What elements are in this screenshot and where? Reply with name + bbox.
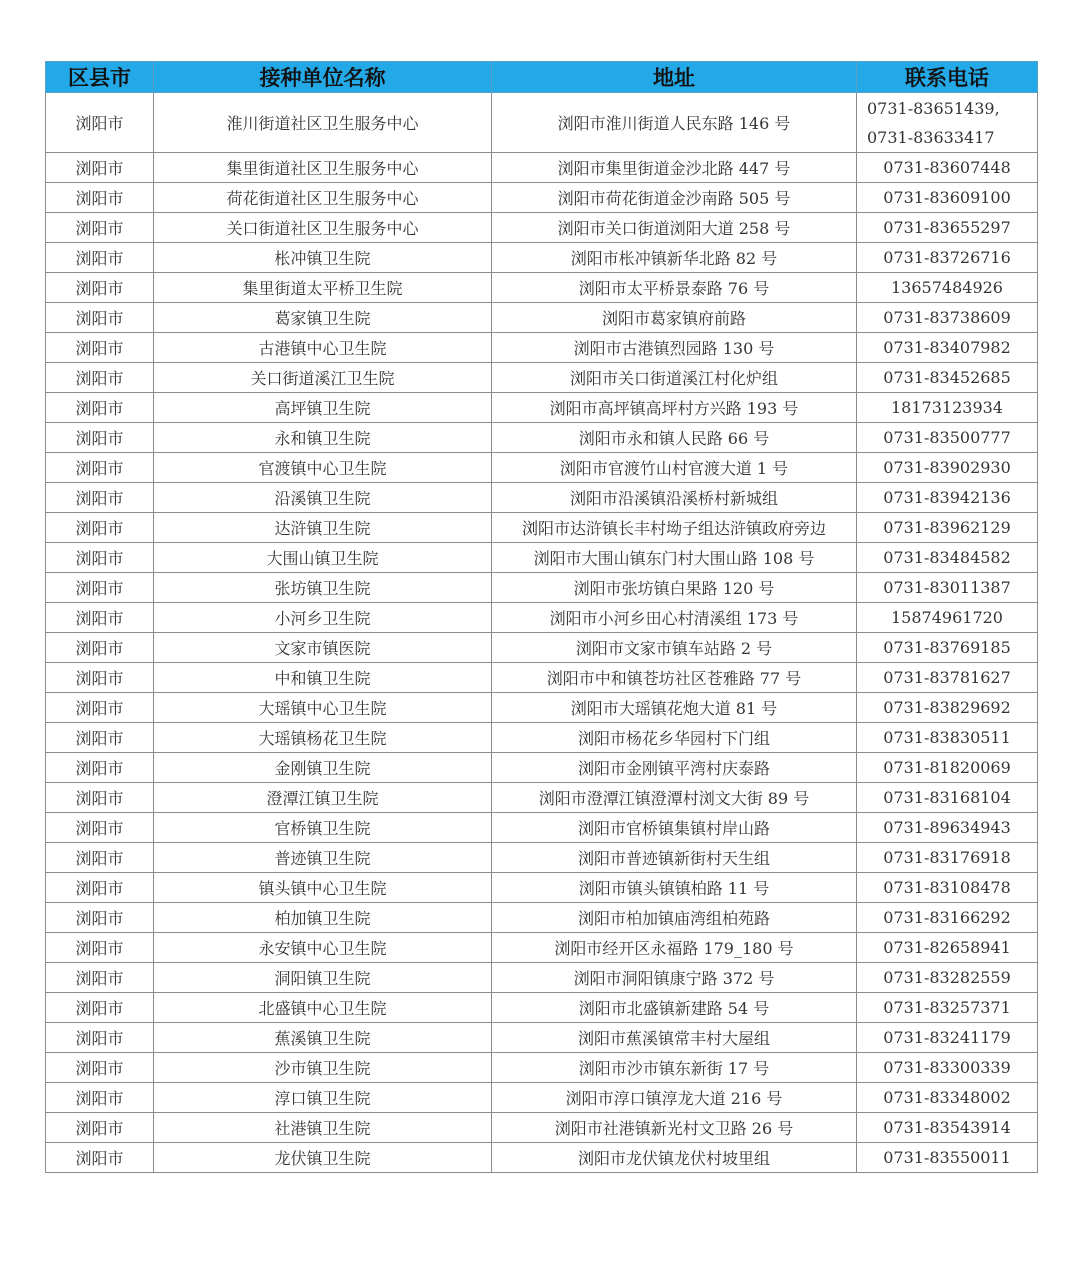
cell-county: 浏阳市 <box>46 783 154 813</box>
cell-unit-name: 普迹镇卫生院 <box>154 843 492 873</box>
table-row <box>46 963 1038 993</box>
cell-phone: 0731-82658941 <box>857 933 1038 963</box>
header-row <box>46 62 1038 93</box>
cell-unit-name: 镇头镇中心卫生院 <box>154 873 492 903</box>
cell-unit-name: 葛家镇卫生院 <box>154 303 492 333</box>
cell-address: 浏阳市蕉溪镇常丰村大屋组 <box>492 1023 857 1053</box>
phone-number: 0731-83651439, <box>867 98 1000 118</box>
table-row <box>46 813 1038 843</box>
table-row <box>46 183 1038 213</box>
cell-address: 浏阳市中和镇苍坊社区苍雅路 77 号 <box>492 663 857 693</box>
cell-county: 浏阳市 <box>46 423 154 453</box>
table-row <box>46 663 1038 693</box>
cell-address: 浏阳市杨花乡华园村下门组 <box>492 723 857 753</box>
vaccination-sites-table <box>45 61 1038 1173</box>
cell-unit-name: 古港镇中心卫生院 <box>154 333 492 363</box>
cell-unit-name: 龙伏镇卫生院 <box>154 1143 492 1173</box>
cell-county: 浏阳市 <box>46 843 154 873</box>
header-phone: 联系电话 <box>857 62 1038 93</box>
cell-phone: 0731-83655297 <box>857 213 1038 243</box>
cell-county: 浏阳市 <box>46 573 154 603</box>
cell-unit-name: 柏加镇卫生院 <box>154 903 492 933</box>
header-address: 地址 <box>492 62 857 93</box>
cell-county: 浏阳市 <box>46 753 154 783</box>
cell-county: 浏阳市 <box>46 393 154 423</box>
cell-county: 浏阳市 <box>46 963 154 993</box>
cell-address: 浏阳市葛家镇府前路 <box>492 303 857 333</box>
table-row <box>46 363 1038 393</box>
cell-phone: 0731-83942136 <box>857 483 1038 513</box>
table-body <box>46 93 1038 1173</box>
cell-county: 浏阳市 <box>46 633 154 663</box>
cell-county: 浏阳市 <box>46 813 154 843</box>
cell-address: 浏阳市小河乡田心村清溪组 173 号 <box>492 603 857 633</box>
cell-phone: 0731-83166292 <box>857 903 1038 933</box>
table-row <box>46 153 1038 183</box>
cell-address: 浏阳市关口街道浏阳大道 258 号 <box>492 213 857 243</box>
cell-county: 浏阳市 <box>46 1113 154 1143</box>
cell-unit-name: 集里街道太平桥卫生院 <box>154 273 492 303</box>
cell-phone: 0731-83108478 <box>857 873 1038 903</box>
cell-unit-name: 小河乡卫生院 <box>154 603 492 633</box>
cell-unit-name: 淳口镇卫生院 <box>154 1083 492 1113</box>
cell-unit-name: 社港镇卫生院 <box>154 1113 492 1143</box>
cell-address: 浏阳市沿溪镇沿溪桥村新城组 <box>492 483 857 513</box>
table-row <box>46 1113 1038 1143</box>
table-row <box>46 1083 1038 1113</box>
table-row <box>46 423 1038 453</box>
cell-phone: 0731-83726716 <box>857 243 1038 273</box>
table-row <box>46 453 1038 483</box>
table-row <box>46 903 1038 933</box>
cell-county: 浏阳市 <box>46 273 154 303</box>
cell-unit-name: 金刚镇卫生院 <box>154 753 492 783</box>
cell-unit-name: 大瑶镇杨花卫生院 <box>154 723 492 753</box>
cell-phone: 0731-83609100 <box>857 183 1038 213</box>
cell-phone: 0731-83300339 <box>857 1053 1038 1083</box>
cell-unit-name: 蕉溪镇卫生院 <box>154 1023 492 1053</box>
cell-address: 浏阳市官桥镇集镇村岸山路 <box>492 813 857 843</box>
cell-county: 浏阳市 <box>46 1143 154 1173</box>
cell-unit-name: 淮川街道社区卫生服务中心 <box>154 93 492 153</box>
cell-unit-name: 北盛镇中心卫生院 <box>154 993 492 1023</box>
cell-address: 浏阳市洞阳镇康宁路 372 号 <box>492 963 857 993</box>
cell-address: 浏阳市社港镇新光村文卫路 26 号 <box>492 1113 857 1143</box>
cell-county: 浏阳市 <box>46 603 154 633</box>
cell-county: 浏阳市 <box>46 303 154 333</box>
header-unit-name: 接种单位名称 <box>154 62 492 93</box>
table-row <box>46 483 1038 513</box>
cell-county: 浏阳市 <box>46 543 154 573</box>
cell-phone <box>857 93 1038 153</box>
cell-address: 浏阳市大围山镇东门村大围山路 108 号 <box>492 543 857 573</box>
cell-unit-name: 官桥镇卫生院 <box>154 813 492 843</box>
table-row <box>46 303 1038 333</box>
cell-unit-name: 洞阳镇卫生院 <box>154 963 492 993</box>
cell-unit-name: 大围山镇卫生院 <box>154 543 492 573</box>
cell-phone: 0731-83550011 <box>857 1143 1038 1173</box>
table-row <box>46 93 1038 153</box>
cell-phone: 15874961720 <box>857 603 1038 633</box>
cell-county: 浏阳市 <box>46 513 154 543</box>
table-row <box>46 753 1038 783</box>
cell-unit-name: 官渡镇中心卫生院 <box>154 453 492 483</box>
cell-address: 浏阳市淳口镇淳龙大道 216 号 <box>492 1083 857 1113</box>
cell-phone: 0731-83769185 <box>857 633 1038 663</box>
cell-address: 浏阳市集里街道金沙北路 447 号 <box>492 153 857 183</box>
table-row <box>46 573 1038 603</box>
table-row <box>46 1143 1038 1173</box>
cell-county: 浏阳市 <box>46 1053 154 1083</box>
cell-address: 浏阳市太平桥景泰路 76 号 <box>492 273 857 303</box>
header-county: 区县市 <box>46 62 154 93</box>
cell-unit-name: 关口街道溪江卫生院 <box>154 363 492 393</box>
phone-number: 0731-83633417 <box>867 127 995 147</box>
cell-phone: 0731-83257371 <box>857 993 1038 1023</box>
cell-county: 浏阳市 <box>46 453 154 483</box>
cell-phone: 0731-83738609 <box>857 303 1038 333</box>
cell-unit-name: 高坪镇卫生院 <box>154 393 492 423</box>
table-row <box>46 213 1038 243</box>
table-row <box>46 243 1038 273</box>
cell-address: 浏阳市淮川街道人民东路 146 号 <box>492 93 857 153</box>
cell-address: 浏阳市关口街道溪江村化炉组 <box>492 363 857 393</box>
cell-county: 浏阳市 <box>46 213 154 243</box>
cell-phone: 0731-83781627 <box>857 663 1038 693</box>
cell-phone: 0731-83902930 <box>857 453 1038 483</box>
cell-county: 浏阳市 <box>46 723 154 753</box>
cell-phone: 0731-83829692 <box>857 693 1038 723</box>
cell-phone: 0731-83484582 <box>857 543 1038 573</box>
cell-county: 浏阳市 <box>46 183 154 213</box>
table-row <box>46 693 1038 723</box>
cell-address: 浏阳市柏加镇庙湾组柏苑路 <box>492 903 857 933</box>
cell-address: 浏阳市北盛镇新建路 54 号 <box>492 993 857 1023</box>
cell-address: 浏阳市达浒镇长丰村坳子组达浒镇政府旁边 <box>492 513 857 543</box>
cell-phone: 0731-83168104 <box>857 783 1038 813</box>
cell-phone: 0731-83830511 <box>857 723 1038 753</box>
cell-address: 浏阳市张坊镇白果路 120 号 <box>492 573 857 603</box>
cell-county: 浏阳市 <box>46 873 154 903</box>
cell-phone: 0731-83176918 <box>857 843 1038 873</box>
cell-unit-name: 张坊镇卫生院 <box>154 573 492 603</box>
cell-address: 浏阳市荷花街道金沙南路 505 号 <box>492 183 857 213</box>
cell-county: 浏阳市 <box>46 243 154 273</box>
cell-unit-name: 沿溪镇卫生院 <box>154 483 492 513</box>
cell-address: 浏阳市大瑶镇花炮大道 81 号 <box>492 693 857 723</box>
cell-address: 浏阳市澄潭江镇澄潭村浏文大街 89 号 <box>492 783 857 813</box>
cell-county: 浏阳市 <box>46 93 154 153</box>
cell-unit-name: 文家市镇医院 <box>154 633 492 663</box>
cell-address: 浏阳市高坪镇高坪村方兴路 193 号 <box>492 393 857 423</box>
cell-phone: 0731-83407982 <box>857 333 1038 363</box>
cell-county: 浏阳市 <box>46 363 154 393</box>
cell-unit-name: 大瑶镇中心卫生院 <box>154 693 492 723</box>
table-row <box>46 513 1038 543</box>
cell-address: 浏阳市永和镇人民路 66 号 <box>492 423 857 453</box>
cell-phone: 0731-83348002 <box>857 1083 1038 1113</box>
cell-county: 浏阳市 <box>46 333 154 363</box>
table-row <box>46 993 1038 1023</box>
cell-unit-name: 枨冲镇卫生院 <box>154 243 492 273</box>
table-row <box>46 273 1038 303</box>
cell-address: 浏阳市经开区永福路 179_180 号 <box>492 933 857 963</box>
cell-phone: 0731-81820069 <box>857 753 1038 783</box>
table-row <box>46 393 1038 423</box>
table-row <box>46 1053 1038 1083</box>
cell-address: 浏阳市沙市镇东新街 17 号 <box>492 1053 857 1083</box>
cell-unit-name: 集里街道社区卫生服务中心 <box>154 153 492 183</box>
table-row <box>46 333 1038 363</box>
cell-county: 浏阳市 <box>46 663 154 693</box>
cell-unit-name: 澄潭江镇卫生院 <box>154 783 492 813</box>
cell-unit-name: 关口街道社区卫生服务中心 <box>154 213 492 243</box>
cell-county: 浏阳市 <box>46 1023 154 1053</box>
cell-unit-name: 荷花街道社区卫生服务中心 <box>154 183 492 213</box>
cell-address: 浏阳市普迹镇新街村天生组 <box>492 843 857 873</box>
cell-address: 浏阳市古港镇烈园路 130 号 <box>492 333 857 363</box>
cell-phone: 0731-83452685 <box>857 363 1038 393</box>
cell-phone: 0731-83011387 <box>857 573 1038 603</box>
cell-unit-name: 永安镇中心卫生院 <box>154 933 492 963</box>
cell-address: 浏阳市龙伏镇龙伏村坡里组 <box>492 1143 857 1173</box>
cell-phone: 0731-83241179 <box>857 1023 1038 1053</box>
table-row <box>46 723 1038 753</box>
cell-phone: 13657484926 <box>857 273 1038 303</box>
cell-phone: 0731-83282559 <box>857 963 1038 993</box>
cell-county: 浏阳市 <box>46 483 154 513</box>
cell-address: 浏阳市文家市镇车站路 2 号 <box>492 633 857 663</box>
cell-phone: 0731-89634943 <box>857 813 1038 843</box>
table-row <box>46 543 1038 573</box>
cell-county: 浏阳市 <box>46 1083 154 1113</box>
table-row <box>46 933 1038 963</box>
cell-county: 浏阳市 <box>46 993 154 1023</box>
cell-phone: 0731-83543914 <box>857 1113 1038 1143</box>
cell-phone: 0731-83607448 <box>857 153 1038 183</box>
table-row <box>46 603 1038 633</box>
cell-unit-name: 永和镇卫生院 <box>154 423 492 453</box>
cell-address: 浏阳市枨冲镇新华北路 82 号 <box>492 243 857 273</box>
table-row <box>46 783 1038 813</box>
cell-county: 浏阳市 <box>46 153 154 183</box>
cell-address: 浏阳市官渡竹山村官渡大道 1 号 <box>492 453 857 483</box>
cell-unit-name: 中和镇卫生院 <box>154 663 492 693</box>
cell-unit-name: 达浒镇卫生院 <box>154 513 492 543</box>
table-row <box>46 873 1038 903</box>
cell-county: 浏阳市 <box>46 693 154 723</box>
cell-phone: 18173123934 <box>857 393 1038 423</box>
cell-unit-name: 沙市镇卫生院 <box>154 1053 492 1083</box>
table-row <box>46 1023 1038 1053</box>
table-row <box>46 633 1038 663</box>
cell-address: 浏阳市镇头镇镇柏路 11 号 <box>492 873 857 903</box>
cell-address: 浏阳市金刚镇平湾村庆泰路 <box>492 753 857 783</box>
cell-county: 浏阳市 <box>46 933 154 963</box>
cell-county: 浏阳市 <box>46 903 154 933</box>
cell-phone: 0731-83500777 <box>857 423 1038 453</box>
table-row <box>46 843 1038 873</box>
cell-phone: 0731-83962129 <box>857 513 1038 543</box>
